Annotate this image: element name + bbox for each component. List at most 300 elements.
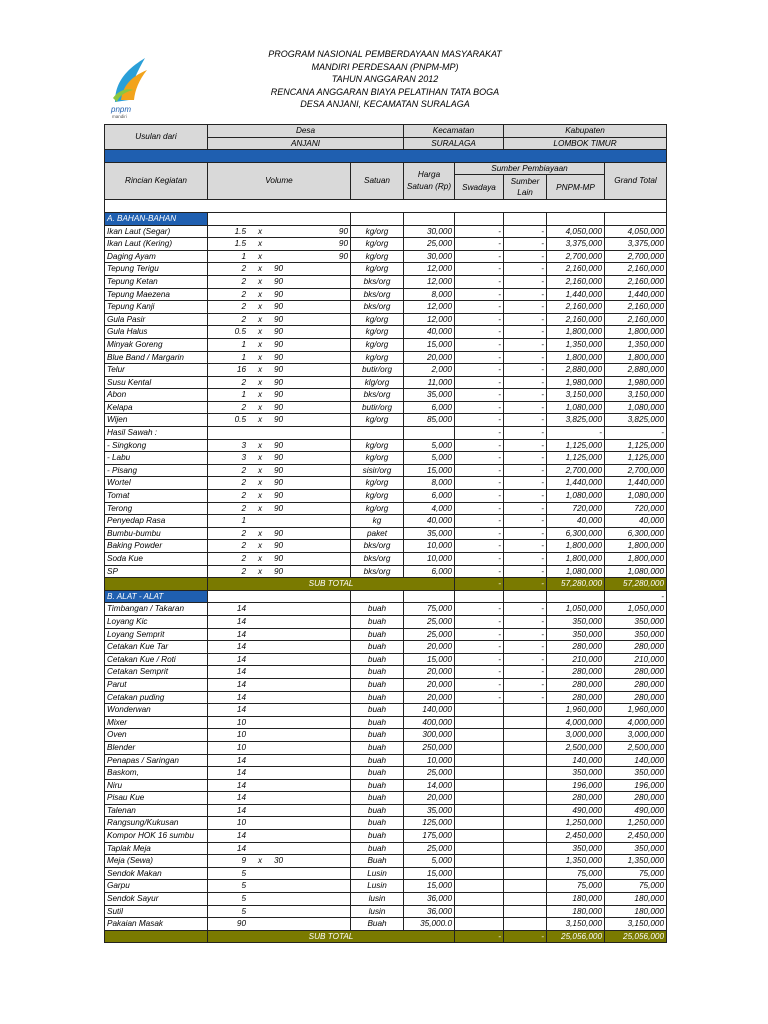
volume-people: 90 — [274, 491, 284, 501]
table-row — [105, 666, 667, 679]
item-harga: 15,000 — [404, 464, 455, 477]
item-name: Gula Pasir — [105, 313, 208, 326]
item-harga: 8,000 — [404, 288, 455, 301]
item-sumber-lain — [504, 855, 547, 868]
volume-times: x — [257, 289, 263, 299]
item-name: Oven — [105, 729, 208, 742]
volume-times: x — [257, 377, 263, 387]
col-volume: Volume — [208, 162, 351, 200]
item-pnpm: 1,800,000 — [547, 326, 605, 339]
table-row — [105, 376, 667, 389]
item-pnpm: 490,000 — [547, 804, 605, 817]
empty-cell — [351, 590, 404, 603]
volume-times: x — [257, 365, 263, 375]
item-pnpm: 210,000 — [547, 653, 605, 666]
table-row — [105, 842, 667, 855]
item-sumber-lain — [504, 754, 547, 767]
item-satuan: kg/org — [351, 477, 404, 490]
item-swadaya: - — [455, 313, 504, 326]
volume-people: 90 — [274, 377, 284, 387]
section-a-title: A. BAHAN-BAHAN — [105, 212, 208, 225]
item-swadaya: - — [455, 452, 504, 465]
item-volume — [208, 553, 351, 566]
item-volume — [208, 389, 351, 402]
item-satuan: kg/org — [351, 238, 404, 251]
item-sumber-lain: - — [504, 414, 547, 427]
item-satuan: Buah — [351, 918, 404, 931]
volume-people — [274, 654, 348, 666]
item-total: 210,000 — [605, 653, 667, 666]
volume-times — [246, 868, 274, 880]
item-volume — [208, 376, 351, 389]
item-harga: 250,000 — [404, 741, 455, 754]
empty-row — [105, 200, 667, 213]
volume-qty: 2 — [241, 554, 246, 563]
item-pnpm: 280,000 — [547, 666, 605, 679]
item-satuan: buah — [351, 641, 404, 654]
item-harga: 4,000 — [404, 502, 455, 515]
item-volume — [208, 905, 351, 918]
item-total: 2,160,000 — [605, 313, 667, 326]
item-total: 40,000 — [605, 515, 667, 528]
item-swadaya: - — [455, 678, 504, 691]
item-pnpm: 350,000 — [547, 615, 605, 628]
item-total: 1,440,000 — [605, 288, 667, 301]
item-sumber-lain: - — [504, 540, 547, 553]
item-satuan: buah — [351, 729, 404, 742]
item-harga: 85,000 — [404, 414, 455, 427]
volume-times — [246, 792, 274, 804]
item-name: Talenan — [105, 804, 208, 817]
item-satuan: bks/org — [351, 540, 404, 553]
volume-qty: 14 — [236, 805, 246, 815]
volume-qty: 5 — [241, 868, 246, 878]
item-pnpm: 1,080,000 — [547, 565, 605, 578]
volume-qty: 14 — [236, 755, 246, 765]
item-harga: 20,000 — [404, 641, 455, 654]
item-harga: 40,000 — [404, 515, 455, 528]
volume-qty: 14 — [236, 654, 246, 664]
volume-people: 90 — [338, 239, 348, 249]
item-swadaya — [455, 918, 504, 931]
document-header — [200, 48, 570, 111]
item-name: Hasil Sawah : — [105, 427, 208, 440]
item-pnpm: 75,000 — [547, 867, 605, 880]
item-satuan: kg/org — [351, 263, 404, 276]
volume-qty: 2 — [241, 528, 246, 538]
volume-times — [246, 805, 274, 817]
item-name: Tomat — [105, 490, 208, 503]
item-swadaya: - — [455, 464, 504, 477]
table-row — [105, 905, 667, 918]
item-name: - Pisang — [105, 464, 208, 477]
volume-times: x — [257, 528, 263, 538]
item-harga: 140,000 — [404, 704, 455, 717]
subtotal-label: SUB TOTAL — [208, 930, 455, 943]
item-harga: 300,000 — [404, 729, 455, 742]
table-row — [105, 439, 667, 452]
volume-people: 30 — [274, 856, 284, 866]
item-pnpm: 2,700,000 — [547, 464, 605, 477]
item-volume — [208, 603, 351, 616]
item-harga: 30,000 — [404, 250, 455, 263]
table-row — [105, 527, 667, 540]
item-harga: 36,000 — [404, 893, 455, 906]
volume-people: 90 — [274, 415, 284, 425]
item-volume — [208, 313, 351, 326]
item-satuan: lusin — [351, 905, 404, 918]
table-row — [105, 351, 667, 364]
item-total: - — [605, 427, 667, 440]
item-volume — [208, 263, 351, 276]
item-volume — [208, 817, 351, 830]
volume-people — [274, 629, 348, 641]
item-name: Soda Kue — [105, 553, 208, 566]
volume-times — [246, 616, 274, 628]
volume-times: x — [257, 327, 263, 337]
table-row — [105, 767, 667, 780]
item-satuan: buah — [351, 830, 404, 843]
volume-people — [274, 880, 348, 892]
item-harga: 25,000 — [404, 238, 455, 251]
item-name: Rangsung/Kukusan — [105, 817, 208, 830]
item-pnpm: 2,700,000 — [547, 250, 605, 263]
item-volume — [208, 565, 351, 578]
item-name: Susu Kental — [105, 376, 208, 389]
item-swadaya — [455, 729, 504, 742]
item-sumber-lain — [504, 779, 547, 792]
item-satuan: kg/org — [351, 452, 404, 465]
volume-people: 90 — [274, 478, 284, 488]
item-harga: 25,000 — [404, 628, 455, 641]
item-satuan: buah — [351, 716, 404, 729]
item-swadaya: - — [455, 439, 504, 452]
item-volume — [208, 792, 351, 805]
table-row — [105, 729, 667, 742]
item-volume — [208, 515, 351, 528]
table-row — [105, 427, 667, 440]
item-satuan: buah — [351, 779, 404, 792]
item-sumber-lain: - — [504, 615, 547, 628]
item-satuan: buah — [351, 615, 404, 628]
volume-people — [274, 692, 348, 704]
item-swadaya — [455, 855, 504, 868]
item-total: 75,000 — [605, 867, 667, 880]
volume-times — [246, 780, 274, 792]
item-volume — [208, 540, 351, 553]
table-row — [105, 263, 667, 276]
volume-times: x — [257, 856, 263, 866]
item-satuan: kg/org — [351, 414, 404, 427]
volume-times — [246, 880, 274, 892]
item-swadaya — [455, 767, 504, 780]
item-pnpm: 350,000 — [547, 767, 605, 780]
item-harga: 75,000 — [404, 603, 455, 616]
item-sumber-lain: - — [504, 364, 547, 377]
item-satuan: kg/org — [351, 250, 404, 263]
item-sumber-lain — [504, 716, 547, 729]
item-harga: 10,000 — [404, 553, 455, 566]
item-pnpm: 3,000,000 — [547, 729, 605, 742]
item-volume — [208, 741, 351, 754]
volume-people: 90 — [274, 289, 284, 299]
volume-people — [274, 515, 348, 527]
item-pnpm: 280,000 — [547, 691, 605, 704]
item-volume — [208, 804, 351, 817]
section-b-title: B. ALAT - ALAT — [105, 590, 208, 603]
volume-qty: 90 — [236, 919, 246, 929]
item-swadaya: - — [455, 603, 504, 616]
item-pnpm: 3,375,000 — [547, 238, 605, 251]
item-swadaya: - — [455, 641, 504, 654]
usulan-row — [105, 125, 667, 138]
table-row — [105, 893, 667, 906]
volume-times — [246, 666, 274, 678]
item-total: 280,000 — [605, 641, 667, 654]
item-swadaya: - — [455, 376, 504, 389]
table-row — [105, 880, 667, 893]
item-swadaya: - — [455, 351, 504, 364]
item-harga: 25,000 — [404, 842, 455, 855]
volume-people: 90 — [274, 528, 284, 538]
item-name: Parut — [105, 678, 208, 691]
section-a-title-row — [105, 212, 667, 225]
item-total: 1,800,000 — [605, 540, 667, 553]
table-row — [105, 389, 667, 402]
item-swadaya — [455, 905, 504, 918]
subtotal-blank — [105, 930, 208, 943]
item-volume — [208, 641, 351, 654]
volume-people — [274, 729, 348, 741]
pnpm-logo — [107, 50, 151, 120]
item-volume — [208, 490, 351, 503]
header-line-4: RENCANA ANGGARAN BIAYA PELATIHAN TATA BOGA — [270, 86, 500, 97]
subtotal-total: 25,056,000 — [605, 930, 667, 943]
volume-people — [274, 742, 348, 754]
item-total: 2,160,000 — [605, 301, 667, 314]
item-name: Pakaian Masak — [105, 918, 208, 931]
item-pnpm: 2,500,000 — [547, 741, 605, 754]
item-total: 3,150,000 — [605, 389, 667, 402]
volume-times: x — [257, 465, 263, 475]
item-harga: 20,000 — [404, 792, 455, 805]
item-harga: 6,000 — [404, 565, 455, 578]
item-pnpm: 2,880,000 — [547, 364, 605, 377]
volume-people — [274, 805, 348, 817]
item-name: Telur — [105, 364, 208, 377]
kecamatan-value: SURALAGA — [404, 137, 504, 150]
item-name: Daging Ayam — [105, 250, 208, 263]
subtotal-blank — [105, 578, 208, 591]
volume-qty: 2 — [241, 289, 246, 299]
item-sumber-lain — [504, 880, 547, 893]
item-harga: 30,000 — [404, 225, 455, 238]
volume-qty: 2 — [241, 264, 246, 274]
table-row — [105, 704, 667, 717]
volume-qty: 10 — [236, 742, 246, 752]
item-total: 350,000 — [605, 767, 667, 780]
item-volume — [208, 301, 351, 314]
item-total: 1,125,000 — [605, 439, 667, 452]
item-sumber-lain: - — [504, 678, 547, 691]
item-swadaya — [455, 817, 504, 830]
item-satuan: kg/org — [351, 338, 404, 351]
item-sumber-lain: - — [504, 527, 547, 540]
item-volume — [208, 364, 351, 377]
volume-people — [274, 830, 348, 842]
item-volume — [208, 678, 351, 691]
item-total: 1,440,000 — [605, 477, 667, 490]
item-total: 3,000,000 — [605, 729, 667, 742]
item-total: 720,000 — [605, 502, 667, 515]
item-satuan: kg/org — [351, 326, 404, 339]
item-sumber-lain: - — [504, 553, 547, 566]
item-harga: 35,000.0 — [404, 918, 455, 931]
table-row — [105, 641, 667, 654]
volume-people — [274, 918, 348, 930]
item-volume — [208, 338, 351, 351]
item-harga: 15,000 — [404, 338, 455, 351]
volume-qty: 5 — [241, 906, 246, 916]
item-name: - Labu — [105, 452, 208, 465]
item-swadaya: - — [455, 238, 504, 251]
item-swadaya: - — [455, 490, 504, 503]
volume-people — [274, 603, 348, 615]
item-name: Gula Halus — [105, 326, 208, 339]
item-harga: 11,000 — [404, 376, 455, 389]
item-pnpm: 4,050,000 — [547, 225, 605, 238]
item-total: 6,300,000 — [605, 527, 667, 540]
volume-qty: 10 — [236, 818, 246, 828]
item-name: Ikan Laut (Kering) — [105, 238, 208, 251]
item-sumber-lain: - — [504, 376, 547, 389]
item-satuan: sisir/org — [351, 464, 404, 477]
item-sumber-lain — [504, 792, 547, 805]
item-sumber-lain: - — [504, 502, 547, 515]
item-satuan: butir/org — [351, 364, 404, 377]
item-name: SP — [105, 565, 208, 578]
item-name: Cetakan Kue / Roti — [105, 653, 208, 666]
kecamatan-label: Kecamatan — [404, 125, 504, 138]
item-name: Baking Powder — [105, 540, 208, 553]
item-sumber-lain — [504, 804, 547, 817]
table-row — [105, 855, 667, 868]
item-satuan: bks/org — [351, 288, 404, 301]
item-pnpm: 1,800,000 — [547, 540, 605, 553]
item-swadaya — [455, 830, 504, 843]
item-total: 2,160,000 — [605, 263, 667, 276]
volume-times: x — [257, 239, 263, 249]
table-row — [105, 414, 667, 427]
volume-qty: 2 — [241, 503, 246, 513]
table-row — [105, 275, 667, 288]
table-row — [105, 565, 667, 578]
item-harga: 175,000 — [404, 830, 455, 843]
item-satuan: kg — [351, 515, 404, 528]
table-row — [105, 817, 667, 830]
item-total: 280,000 — [605, 792, 667, 805]
volume-people: 90 — [338, 226, 348, 236]
item-satuan — [351, 427, 404, 440]
volume-people — [274, 893, 348, 905]
item-sumber-lain: - — [504, 326, 547, 339]
volume-times — [246, 679, 274, 691]
volume-people — [274, 755, 348, 767]
item-harga: 6,000 — [404, 401, 455, 414]
item-name: Sendok Makan — [105, 867, 208, 880]
item-sumber-lain — [504, 767, 547, 780]
item-name: Minyak Goreng — [105, 338, 208, 351]
item-pnpm: 1,440,000 — [547, 477, 605, 490]
volume-people: 90 — [274, 264, 284, 274]
item-name: Garpu — [105, 880, 208, 893]
volume-people: 90 — [274, 339, 284, 349]
item-satuan: kg/org — [351, 225, 404, 238]
item-sumber-lain — [504, 842, 547, 855]
table-row — [105, 653, 667, 666]
item-satuan: bks/org — [351, 301, 404, 314]
item-sumber-lain: - — [504, 691, 547, 704]
budget-table — [104, 124, 667, 943]
volume-qty: 3 — [241, 453, 246, 463]
item-sumber-lain: - — [504, 238, 547, 251]
volume-times: x — [257, 339, 263, 349]
volume-times: x — [257, 503, 263, 513]
item-sumber-lain: - — [504, 338, 547, 351]
item-total: 280,000 — [605, 691, 667, 704]
item-harga: 125,000 — [404, 817, 455, 830]
item-satuan: klg/org — [351, 376, 404, 389]
item-pnpm: 1,440,000 — [547, 288, 605, 301]
item-volume — [208, 275, 351, 288]
item-pnpm: 3,150,000 — [547, 389, 605, 402]
volume-times — [246, 906, 274, 918]
item-swadaya: - — [455, 263, 504, 276]
item-sumber-lain — [504, 893, 547, 906]
item-volume — [208, 867, 351, 880]
volume-qty: 14 — [236, 793, 246, 803]
table-row — [105, 464, 667, 477]
item-volume — [208, 452, 351, 465]
volume-qty: 14 — [236, 679, 246, 689]
volume-qty: 2 — [241, 302, 246, 312]
item-swadaya: - — [455, 653, 504, 666]
volume-qty: 2 — [241, 276, 246, 286]
volume-people: 90 — [274, 302, 284, 312]
volume-qty: 3 — [241, 440, 246, 450]
table-row — [105, 288, 667, 301]
volume-people: 90 — [274, 541, 284, 551]
item-sumber-lain: - — [504, 464, 547, 477]
item-sumber-lain: - — [504, 666, 547, 679]
item-sumber-lain — [504, 830, 547, 843]
item-swadaya: - — [455, 540, 504, 553]
item-name: Tepung Ketan — [105, 275, 208, 288]
item-volume — [208, 464, 351, 477]
item-satuan: buah — [351, 792, 404, 805]
col-pnpm: PNPM-MP — [547, 175, 605, 200]
item-satuan: lusin — [351, 893, 404, 906]
item-pnpm: 180,000 — [547, 893, 605, 906]
volume-qty: 14 — [236, 843, 246, 853]
item-volume — [208, 691, 351, 704]
item-harga: 25,000 — [404, 615, 455, 628]
item-satuan: buah — [351, 754, 404, 767]
volume-qty: 0.5 — [234, 327, 246, 337]
volume-times — [246, 893, 274, 905]
item-harga: 2,000 — [404, 364, 455, 377]
volume-times: x — [257, 554, 263, 563]
